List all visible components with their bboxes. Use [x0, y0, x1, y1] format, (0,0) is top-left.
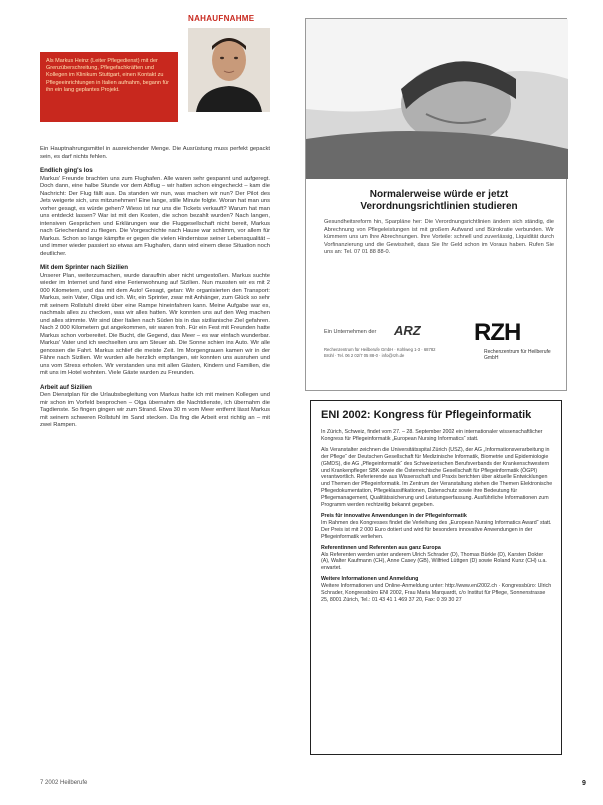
portrait-photo: [188, 28, 270, 112]
ad-intro: In Zürich, Schweiz, findet vom 27. – 28. September 2002 ein internationaler wissenschaftlicher Kongress für Pflegeinformatik „European Nursing Informatics“ statt.: [321, 429, 543, 442]
rzh-caption: Rechenzentrum für Heilberufe GmbH: [484, 349, 551, 361]
section-heading: Mit dem Sprinter nach Sizilien: [40, 264, 129, 271]
resting-person-image: [306, 19, 568, 179]
article-intro: Ein Hauptnahrungsmittel in ausreichender Menge. Die Ausrüstung muss perfekt gepackt sein, es darf nichts fehlen.: [40, 146, 270, 160]
ad-body: [321, 429, 553, 608]
section-text: Markus' Freunde brachten uns zum Flughafen. Alle waren sehr gespannt und aufgeregt. Doch dann, eine halbe Stunde vor dem Abflug – wir hatten schon eingecheckt – kam die Nachricht: Der Flug fällt aus. Da standen wir nun, was machen wir nun? Der Pilot des Jets weigerte sich, uns mitzunehmen! Eine lange, stille Minute folgte. Woran hat man uns vorher gesagt, es würde gehen? Wieso ist nur uns die Tickets verkauft? Warum hat man uns entdeckt lassen? War ist mit den Kosten, die schon bezahlt wurden? Nach langen, intensiven Gesprächen und Erklärungen war die Fluggesellschaft nicht bereit, Markus nach Griechenland zu fliegen. Die Vorgeschichte nach Hause war schlimm, vor allem für Markus. Schon so lange kämpfte er gegen die vielen Hindernisse seiner Lebensqualität – und immer wieder passiert so etwas am Flughafen, dann wird einem diese Situation noch deutlicher.: [40, 175, 270, 257]
ad-paragraph: Als Referenten werden unter anderem Ulrich Schrader (D), Thomas Bürkle (D), Karsten Dokter (A), Walter Kaufmann (CH), Anne Casey (GB), Wilfried Lüttgen (D) sowie Roland Kunz (CH) u.a. erwartet.: [321, 551, 547, 572]
section-text: Unserer Plan, weiterzumachen, wurde daraufhin aber nicht umgestoßen. Markus suchte wieder im Internet und fand eine Ferienwohnung auf Sizilien. Nun mussten wir es mit 2 000 Kilometern, und das mit dem Auto! Gesagt, getan: Wir organisierten den Transport: Markus, sein Vater, Olga und ich. Wir, ein Sprinter, zwar mit Anhänger, zum Glück so sehr mit seinem Rollstuhl direkt über eine Rampe hineinfahren kann. Meine Aufgabe war es, nachmals alles zu checken, was wir alles hatten. Wir konnten uns auf den Weg machen und alles stimmte. Wir sind über Italien nach Süden bis in das sizilianische Ziel gefahren. Nach 2 000 Kilometern gut angekommen, wir waren froh. Für ein Fest mit Freunden hatte Markus schon vorbereitet. Die Bucht, die Gegend, das Meer – es war einfach wunderbar. Markus' Vater und ich wechselten uns am Steuer ab. Die Sonne schien ins Auto. Wir alle genossen die Fahrt. Markus schlief die meiste Zeit. Im Morgengrauen kamen wir in der Fähre nach Sizilien. Wir wurden alle herzlich empfangen, wir konnten uns ausruhen und uns vom Stress erholen. Wir verstanden uns mit allen Gästen, Kindern und Familien, die mit uns im Hotel wohnten. Viele Gäste wurden zu Freunden.: [40, 272, 270, 376]
section-label: NAHAUFNAHME: [188, 14, 255, 23]
ad-paragraph: Als Veranstalter zeichnen die Universitätsspital Zürich (USZ), der AG „Informationsverarbeitung in der Pflege“ der Deutschen Gesellschaft für Medizinische Informatik, Biometrie und Epidemiologie (GMDS), die AG „Pflegeinformatik“ des Schweizerischen Berufsverbands der Krankenschwestern und Krankenpfleger SBK sowie die Österreichische Gesellschaft für Pflegeinformatik (ÖGPI) verantwortlich. Referierende aus Wissenschaft und Praxis berichten über aktuelle Entwicklungen und Themen der Pflegeinformatik. Im Zentrum der Veranstaltung stehen die Themen Elektronische Pflegedokumentation, Pflegeklassifikationen, Datenschutz sowie ihre Bedeutung für Pflegemanagement, Qualitätssicherung und Leistungserfassung. Ausführliche Informationen zum Programm werden rechtzeitig bekannt gegeben.: [321, 446, 553, 509]
portrait-figure: [188, 28, 270, 112]
section-heading: Arbeit auf Sizilien: [40, 383, 92, 391]
arz-caption: Ein Unternehmen der: [324, 329, 377, 335]
footer-issue: 7 2002 Heilberufe: [40, 780, 88, 786]
ad-subheading: Referentinnen und Referenten aus ganz Europa: [321, 544, 441, 551]
ad-photo: [306, 19, 568, 179]
section-heading: Endlich ging's los: [40, 167, 93, 174]
rzh-logo: RZH: [474, 319, 521, 346]
ad-paragraph: Weitere Informationen und Online-Anmeldung unter: http://www.eni2002.ch · Kongressbüro: Ulrich Schrader, Kongressbüro ENI 2002, Frau Maria Marquardt, c/o Institut für Pflege, Sonnenstrasse 25, 8001 Zürich, Tel.: 01 43 41 1 469 37 20, Fax: 0 39 30 27: [321, 583, 552, 603]
ad-headline: Normalerweise würde er jetzt Verordnungsrichtlinien studieren: [360, 189, 518, 212]
pull-quote: Als Markus Heinz (Leiter Pflegedienst) mit der Grenzüberschreitung, Pflegefachkräften und Kollegen im Klinikum Stuttgart, einen Kontakt zu Pflegeeinrichtungen in Italien aufnahm, begann für ihn ein lang geplantes Projekt.: [40, 52, 178, 122]
arz-address: Rechenzentrum für Heilberufe GmbH · Kohlweg 1-3 · 68782 Brühl · Tel. 06 2 02/7 05 88-0 · info@rzh.de: [324, 347, 436, 358]
arz-logo: ARZ: [394, 323, 421, 338]
advertisement-eni2002: [310, 400, 562, 755]
ad-paragraph: Im Rahmen des Kongresses findet die Verleihung des „European Nursing Informatics Award“ statt. Der Preis ist mit 2 000 Euro dotiert und wird für besonders innovative Anwendungen in der Pflegeinformatik verliehen.: [321, 519, 552, 540]
ad-subheading: Weitere Informationen und Anmeldung: [321, 576, 419, 583]
section-text: Den Dienstplan für die Urlaubsbegleitung von Markus hatte ich mit meinen Kollegen und mir schon im Vorfeld besprochen – Olga übernahm die Nachtdienste, ich übernahm die Tagdienste. So fingen gingen wir zum Strand. Etwa 30 m vom Meer entfernt lässt Markus mit seinem schweren Rollstuhl im Sand stecken. Da fing die Arbeit erst richtig an – mit zwei Rampen.: [40, 392, 270, 428]
advertisement-rzh: [305, 18, 567, 391]
page-number: 9: [582, 780, 586, 787]
ad-body: Gesundheitsreform hin, Sparpläne her: Die Verordnungsrichtlinien ändern sich ständig, die Abrechnung von Pflegeleistungen ist mit großem Aufwand und Bürokratie verbunden. Wir kümmern uns um Ihre Abrechnungen. Ihre Vorteile: schnell und zuverlässig, Liquidität durch Vorfinanzierung und die Gewissheit, dass Sie Ihr Geld schon im Voraus haben. Rufen Sie uns an: Tel. 07 01 88 88-0.: [324, 219, 554, 255]
ad-subheading: Preis für innovative Anwendungen in der Pflegeinformatik: [321, 512, 467, 519]
article-body: [40, 146, 270, 430]
ad-title: ENI 2002: Kongress für Pflegeinformatik: [321, 409, 532, 421]
ad-logos: [324, 319, 554, 379]
